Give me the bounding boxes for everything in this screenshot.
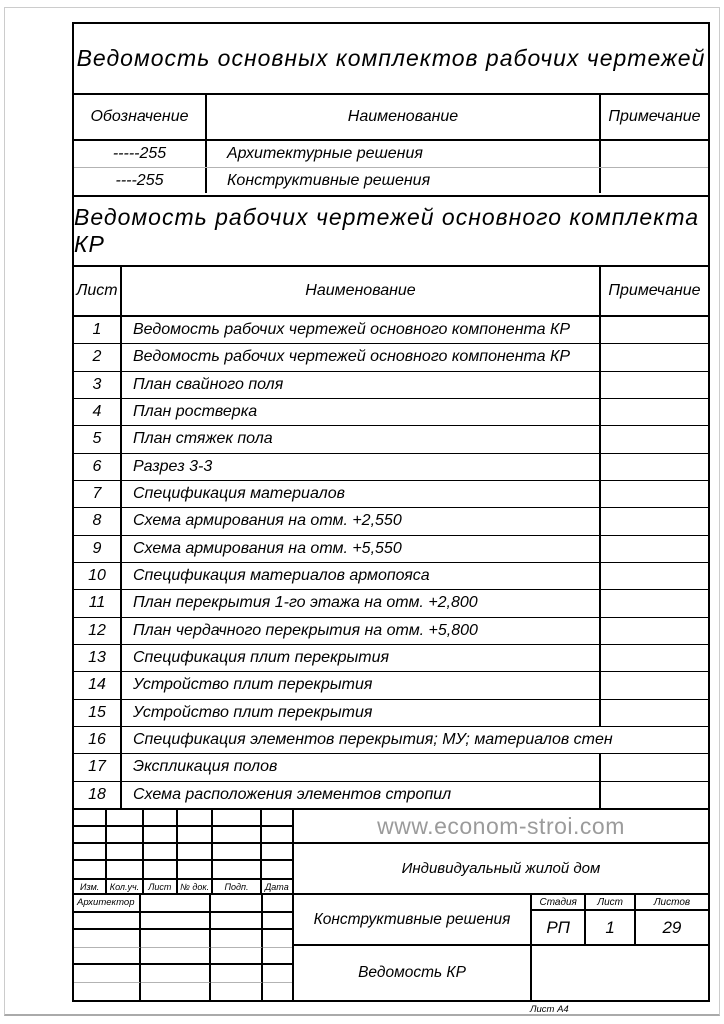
cell-note — [601, 168, 708, 193]
grid-cell — [178, 810, 213, 827]
grid-cell — [262, 827, 292, 844]
rev-header-podp: Подп. — [213, 880, 261, 893]
grid-cell — [74, 930, 141, 948]
cell-name: Схема расположения элементов стропил — [122, 782, 601, 808]
grid-cell — [144, 844, 178, 861]
table-row — [74, 480, 708, 507]
grid-cell — [211, 983, 263, 1001]
sheets-header: Листов — [636, 895, 708, 911]
sheet-value: 1 — [586, 911, 635, 944]
grid-cell — [263, 948, 292, 966]
cell-note — [601, 344, 708, 370]
grid-cell — [107, 844, 143, 861]
table-row — [74, 535, 708, 562]
cell-note — [601, 590, 708, 616]
main-sets-header-row — [74, 95, 708, 141]
table-row — [74, 343, 708, 370]
grid-cell — [141, 895, 211, 913]
grid-cell — [213, 810, 261, 827]
table-row — [74, 726, 708, 753]
table-row — [74, 617, 708, 644]
grid-cell — [74, 948, 141, 966]
grid-cell — [141, 930, 211, 948]
grid-cell — [211, 948, 263, 966]
table-row — [74, 671, 708, 698]
grid-cell — [74, 810, 107, 827]
document-subtitle: Ведомость КР — [294, 946, 532, 1000]
main-sets-table — [72, 22, 710, 197]
cell-sheet-number: 3 — [74, 372, 122, 398]
grid-cell — [213, 844, 261, 861]
stage-header: Стадия — [532, 895, 586, 911]
stage-value: РП — [532, 911, 586, 944]
cell-name: Конструктивные решения — [207, 168, 601, 193]
grid-cell — [262, 810, 292, 827]
cell-name: Схема армирования на отм. +2,550 — [122, 508, 601, 534]
cell-name: План свайного поля — [122, 372, 601, 398]
grid-cell — [211, 930, 263, 948]
grid-cell — [178, 861, 213, 878]
cell-name: Спецификация плит перекрытия — [122, 645, 601, 671]
title-block-left — [74, 810, 294, 1000]
grid-cell — [107, 810, 143, 827]
cell-sheet-number: 7 — [74, 481, 122, 507]
cell-designation: ----255 — [74, 168, 207, 193]
column-header-note: Примечание — [608, 108, 701, 125]
kr-header-row — [74, 267, 708, 317]
title-block-bottom-row — [294, 946, 708, 1000]
signature-grid — [74, 895, 292, 1000]
grid-cell — [74, 983, 141, 1001]
cell-sheet-number: 10 — [74, 563, 122, 589]
cell-sheet-number: 14 — [74, 672, 122, 698]
cell-name: Устройство плит перекрытия — [122, 700, 601, 726]
rev-header-list: Лист — [144, 880, 178, 893]
cell-sheet-number: 18 — [74, 782, 122, 808]
sheets-value: 29 — [662, 917, 682, 937]
cell-sheet-number: 4 — [74, 399, 122, 425]
cell-sheet-number: 15 — [74, 700, 122, 726]
grid-cell — [211, 965, 263, 983]
main-sets-title: Ведомость основных комплектов рабочих чертежей — [74, 24, 708, 95]
grid-cell — [144, 810, 178, 827]
cell-sheet-number: 9 — [74, 536, 122, 562]
cell-name: Ведомость рабочих чертежей основного компонента КР — [122, 344, 601, 370]
cell-note — [601, 317, 708, 343]
cell-note — [601, 508, 708, 534]
cell-name: Разрез 3-3 — [122, 454, 601, 480]
cell-name: Ведомость рабочих чертежей основного компонента КР — [122, 317, 601, 343]
cell-note — [601, 141, 708, 167]
grid-cell — [262, 844, 292, 861]
cell-sheet-number: 16 — [74, 727, 122, 753]
cell-name: План стяжек пола — [122, 426, 601, 452]
sheet-format-label: Лист А4 — [530, 1004, 569, 1015]
title-block-middle-row — [294, 895, 708, 946]
cell-note — [601, 399, 708, 425]
cell-name: Спецификация элементов перекрытия; МУ; материалов стен — [133, 731, 613, 749]
table-row — [74, 167, 708, 193]
cell-sheet-number: 11 — [74, 590, 122, 616]
column-header-sheet: Лист — [74, 267, 122, 315]
grid-cell — [213, 861, 261, 878]
cell-note — [601, 426, 708, 452]
revision-header-row — [74, 880, 292, 895]
grid-cell — [74, 913, 141, 931]
table-row — [74, 317, 708, 343]
column-header-name: Наименование — [122, 267, 601, 315]
cell-name: Спецификация материалов — [122, 481, 601, 507]
table-row — [74, 589, 708, 616]
title-block-right — [294, 810, 708, 1000]
grid-cell — [211, 913, 263, 931]
cell-name: План ростверка — [122, 399, 601, 425]
cell-sheet-number: 1 — [74, 317, 122, 343]
cell-name: План чердачного перекрытия на отм. +5,800 — [122, 618, 601, 644]
grid-cell — [144, 827, 178, 844]
kr-table-title: Ведомость рабочих чертежей основного комплекта КР — [72, 195, 710, 267]
cell-sheet-number: 12 — [74, 618, 122, 644]
table-row — [74, 644, 708, 671]
cell-sheet-number: 2 — [74, 344, 122, 370]
grid-cell — [178, 844, 213, 861]
kr-drawings-table — [72, 265, 710, 810]
grid-cell — [211, 895, 263, 913]
cell-sheet-number: 5 — [74, 426, 122, 452]
cell-note — [601, 536, 708, 562]
grid-cell — [144, 861, 178, 878]
cell-note — [601, 563, 708, 589]
table-row — [74, 699, 708, 726]
table-row — [74, 753, 708, 780]
project-name: Индивидуальный жилой дом — [294, 844, 708, 895]
grid-cell — [141, 965, 211, 983]
table-row — [74, 141, 708, 167]
cell-note — [601, 372, 708, 398]
title-block — [72, 808, 710, 1002]
cell-note — [601, 754, 708, 780]
column-header-name: Наименование — [207, 95, 601, 139]
cell-sheet-number: 13 — [74, 645, 122, 671]
revision-grid — [74, 810, 292, 880]
rev-header-data: Дата — [264, 881, 289, 892]
cell-name: Устройство плит перекрытия — [122, 672, 601, 698]
cell-name: План перекрытия 1-го этажа на отм. +2,800 — [122, 590, 601, 616]
cell-designation: -----255 — [74, 141, 207, 167]
cell-note — [601, 782, 708, 808]
cell-name: Экспликация полов — [122, 754, 601, 780]
grid-cell — [263, 983, 292, 1001]
organization-cell — [532, 946, 708, 1000]
grid-cell — [74, 827, 107, 844]
grid-cell — [263, 965, 292, 983]
cell-note — [601, 645, 708, 671]
rev-header-izm: Изм. — [74, 880, 107, 893]
column-header-designation: Обозначение — [74, 95, 207, 139]
website-label: www.econom-stroi.com — [294, 810, 708, 844]
grid-cell — [213, 827, 261, 844]
table-row — [74, 371, 708, 398]
grid-cell — [141, 948, 211, 966]
grid-cell — [107, 861, 143, 878]
grid-cell — [263, 930, 292, 948]
table-row — [74, 781, 708, 808]
stage-sheet-grid — [532, 895, 708, 944]
grid-cell — [263, 913, 292, 931]
grid-cell — [263, 895, 292, 913]
grid-cell — [141, 983, 211, 1001]
table-row — [74, 562, 708, 589]
cell-name: Спецификация материалов армопояса — [122, 563, 601, 589]
grid-cell — [107, 827, 143, 844]
grid-cell — [262, 861, 292, 878]
cell-note — [601, 672, 708, 698]
cell-sheet-number: 6 — [74, 454, 122, 480]
cell-note — [601, 700, 708, 726]
cell-sheet-number: 17 — [74, 754, 122, 780]
grid-cell — [141, 913, 211, 931]
document-title: Конструктивные решения — [294, 895, 532, 944]
grid-cell — [74, 861, 107, 878]
column-header-note: Примечание — [608, 282, 701, 299]
kr-table-body — [74, 317, 708, 808]
sheet-header: Лист — [586, 895, 635, 911]
grid-cell — [74, 844, 107, 861]
grid-cell — [74, 965, 141, 983]
cell-note — [601, 481, 708, 507]
table-row — [74, 507, 708, 534]
rev-header-ndok: № док. — [178, 880, 213, 893]
table-row — [74, 425, 708, 452]
table-row — [74, 453, 708, 480]
cell-sheet-number: 8 — [74, 508, 122, 534]
cell-name: Архитектурные решения — [207, 141, 601, 167]
table-row — [74, 398, 708, 425]
role-label: Архитектор — [74, 895, 141, 913]
cell-note — [601, 618, 708, 644]
cell-name: Схема армирования на отм. +5,550 — [122, 536, 601, 562]
grid-cell — [178, 827, 213, 844]
cell-note — [601, 454, 708, 480]
rev-header-koluch: Кол.уч. — [107, 880, 143, 893]
